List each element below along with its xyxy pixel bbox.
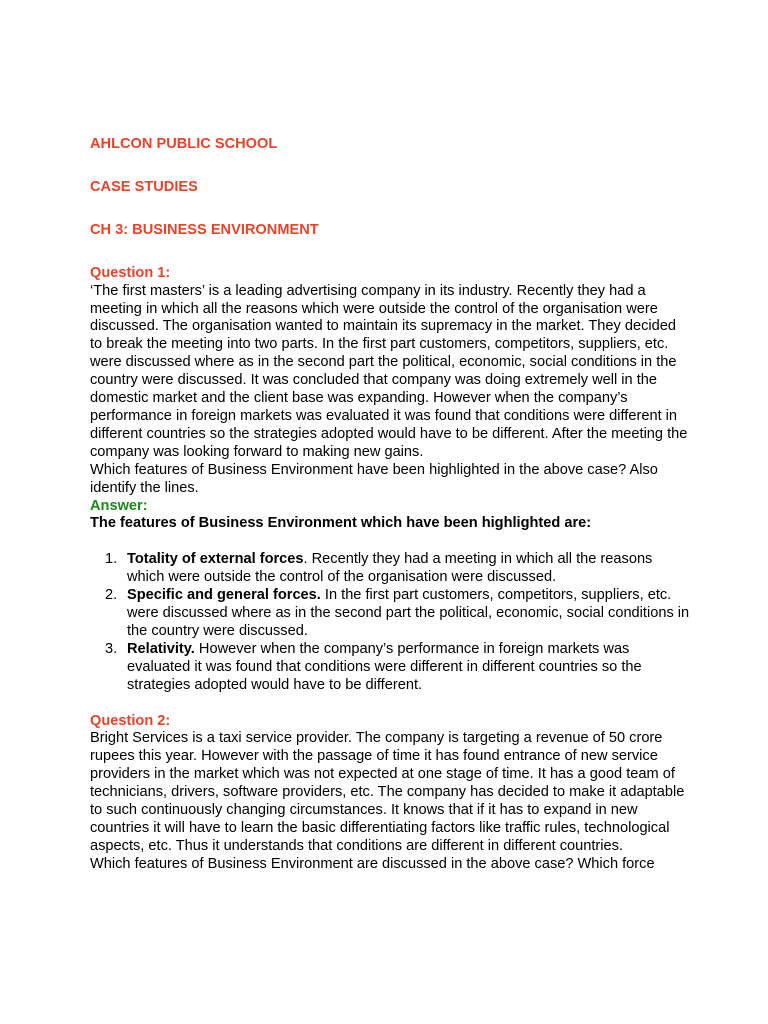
list-item	[90, 551, 690, 587]
list-item-number: 1.	[105, 551, 118, 568]
list-item-number: 2.	[105, 587, 118, 604]
list-item	[90, 641, 690, 695]
school-name: AHLCON PUBLIC SCHOOL	[90, 136, 278, 152]
question-2-label: Question 2:	[90, 712, 171, 729]
question-2-body: Bright Services is a taxi service provider. The company is targeting a revenue of 50 crore rupees this year. However with the passage of time it has found entrance of new service providers in the market which was not expected at one stage of time. It has a good team of technicians, drivers, software providers, etc. The company has decided to make it adaptable to such continuously changing circumstances. It knows that if it has to expand in new countries it will have to learn the basic differentiating factors like traffic rules, technological aspects, etc. Thus it understands that conditions are different in different countries.	[90, 730, 685, 854]
list-item-text: However when the company’s performance in foreign markets was evaluated it was found that conditions were different in different countries so the strategies adopted would have to be different.	[127, 640, 642, 693]
question-2-prompt: Which features of Business Environment are discussed in the above case? Which force	[90, 855, 655, 872]
question-1-body: ‘The first masters’ is a leading advertising company in its industry. Recently they had a meeting in which all the reasons which were outside the control of the organisation were discussed. The organisation wanted to maintain its supremacy in the market. They decided to break the meeting into two parts. In the first part customers, competitors, suppliers, etc. were discussed where as in the second part the political, economic, social conditions in the country were discussed. It was concluded that company was doing extremely well in the domestic market and the client base was expanding. However when the company’s performance in foreign markets was evaluated it was found that conditions were different in different countries so the strategies adopted would have to be different. After the meeting the company was looking forward to making new gains.	[90, 282, 688, 460]
list-item	[90, 587, 690, 641]
answer-1-intro: The features of Business Environment which have been highlighted are:	[90, 515, 592, 532]
question-1-prompt: Which features of Business Environment have been highlighted in the above case? Also identify the lines.	[90, 461, 658, 496]
list-item-text: In the first part customers, competitors, suppliers, etc. were discussed where as in the second part the political, economic, social conditions in the country were discussed.	[127, 587, 690, 639]
list-item-term: Totality of external forces	[127, 551, 304, 568]
answer-1-label: Answer:	[90, 497, 148, 514]
question-1-label: Question 1:	[90, 264, 171, 281]
document-content	[90, 136, 690, 874]
list-item-term: Relativity.	[127, 640, 195, 657]
chapter-title: CH 3: BUSINESS ENVIRONMENT	[90, 221, 319, 238]
section-title: CASE STUDIES	[90, 178, 198, 195]
list-item-text: . Recently they had a meeting in which all the reasons which were outside the control of the organisation were discussed.	[127, 551, 653, 586]
answer-1-list	[90, 551, 690, 694]
list-item-term: Specific and general forces.	[127, 587, 321, 604]
spacer	[90, 695, 690, 713]
list-item-number: 3.	[105, 640, 118, 657]
